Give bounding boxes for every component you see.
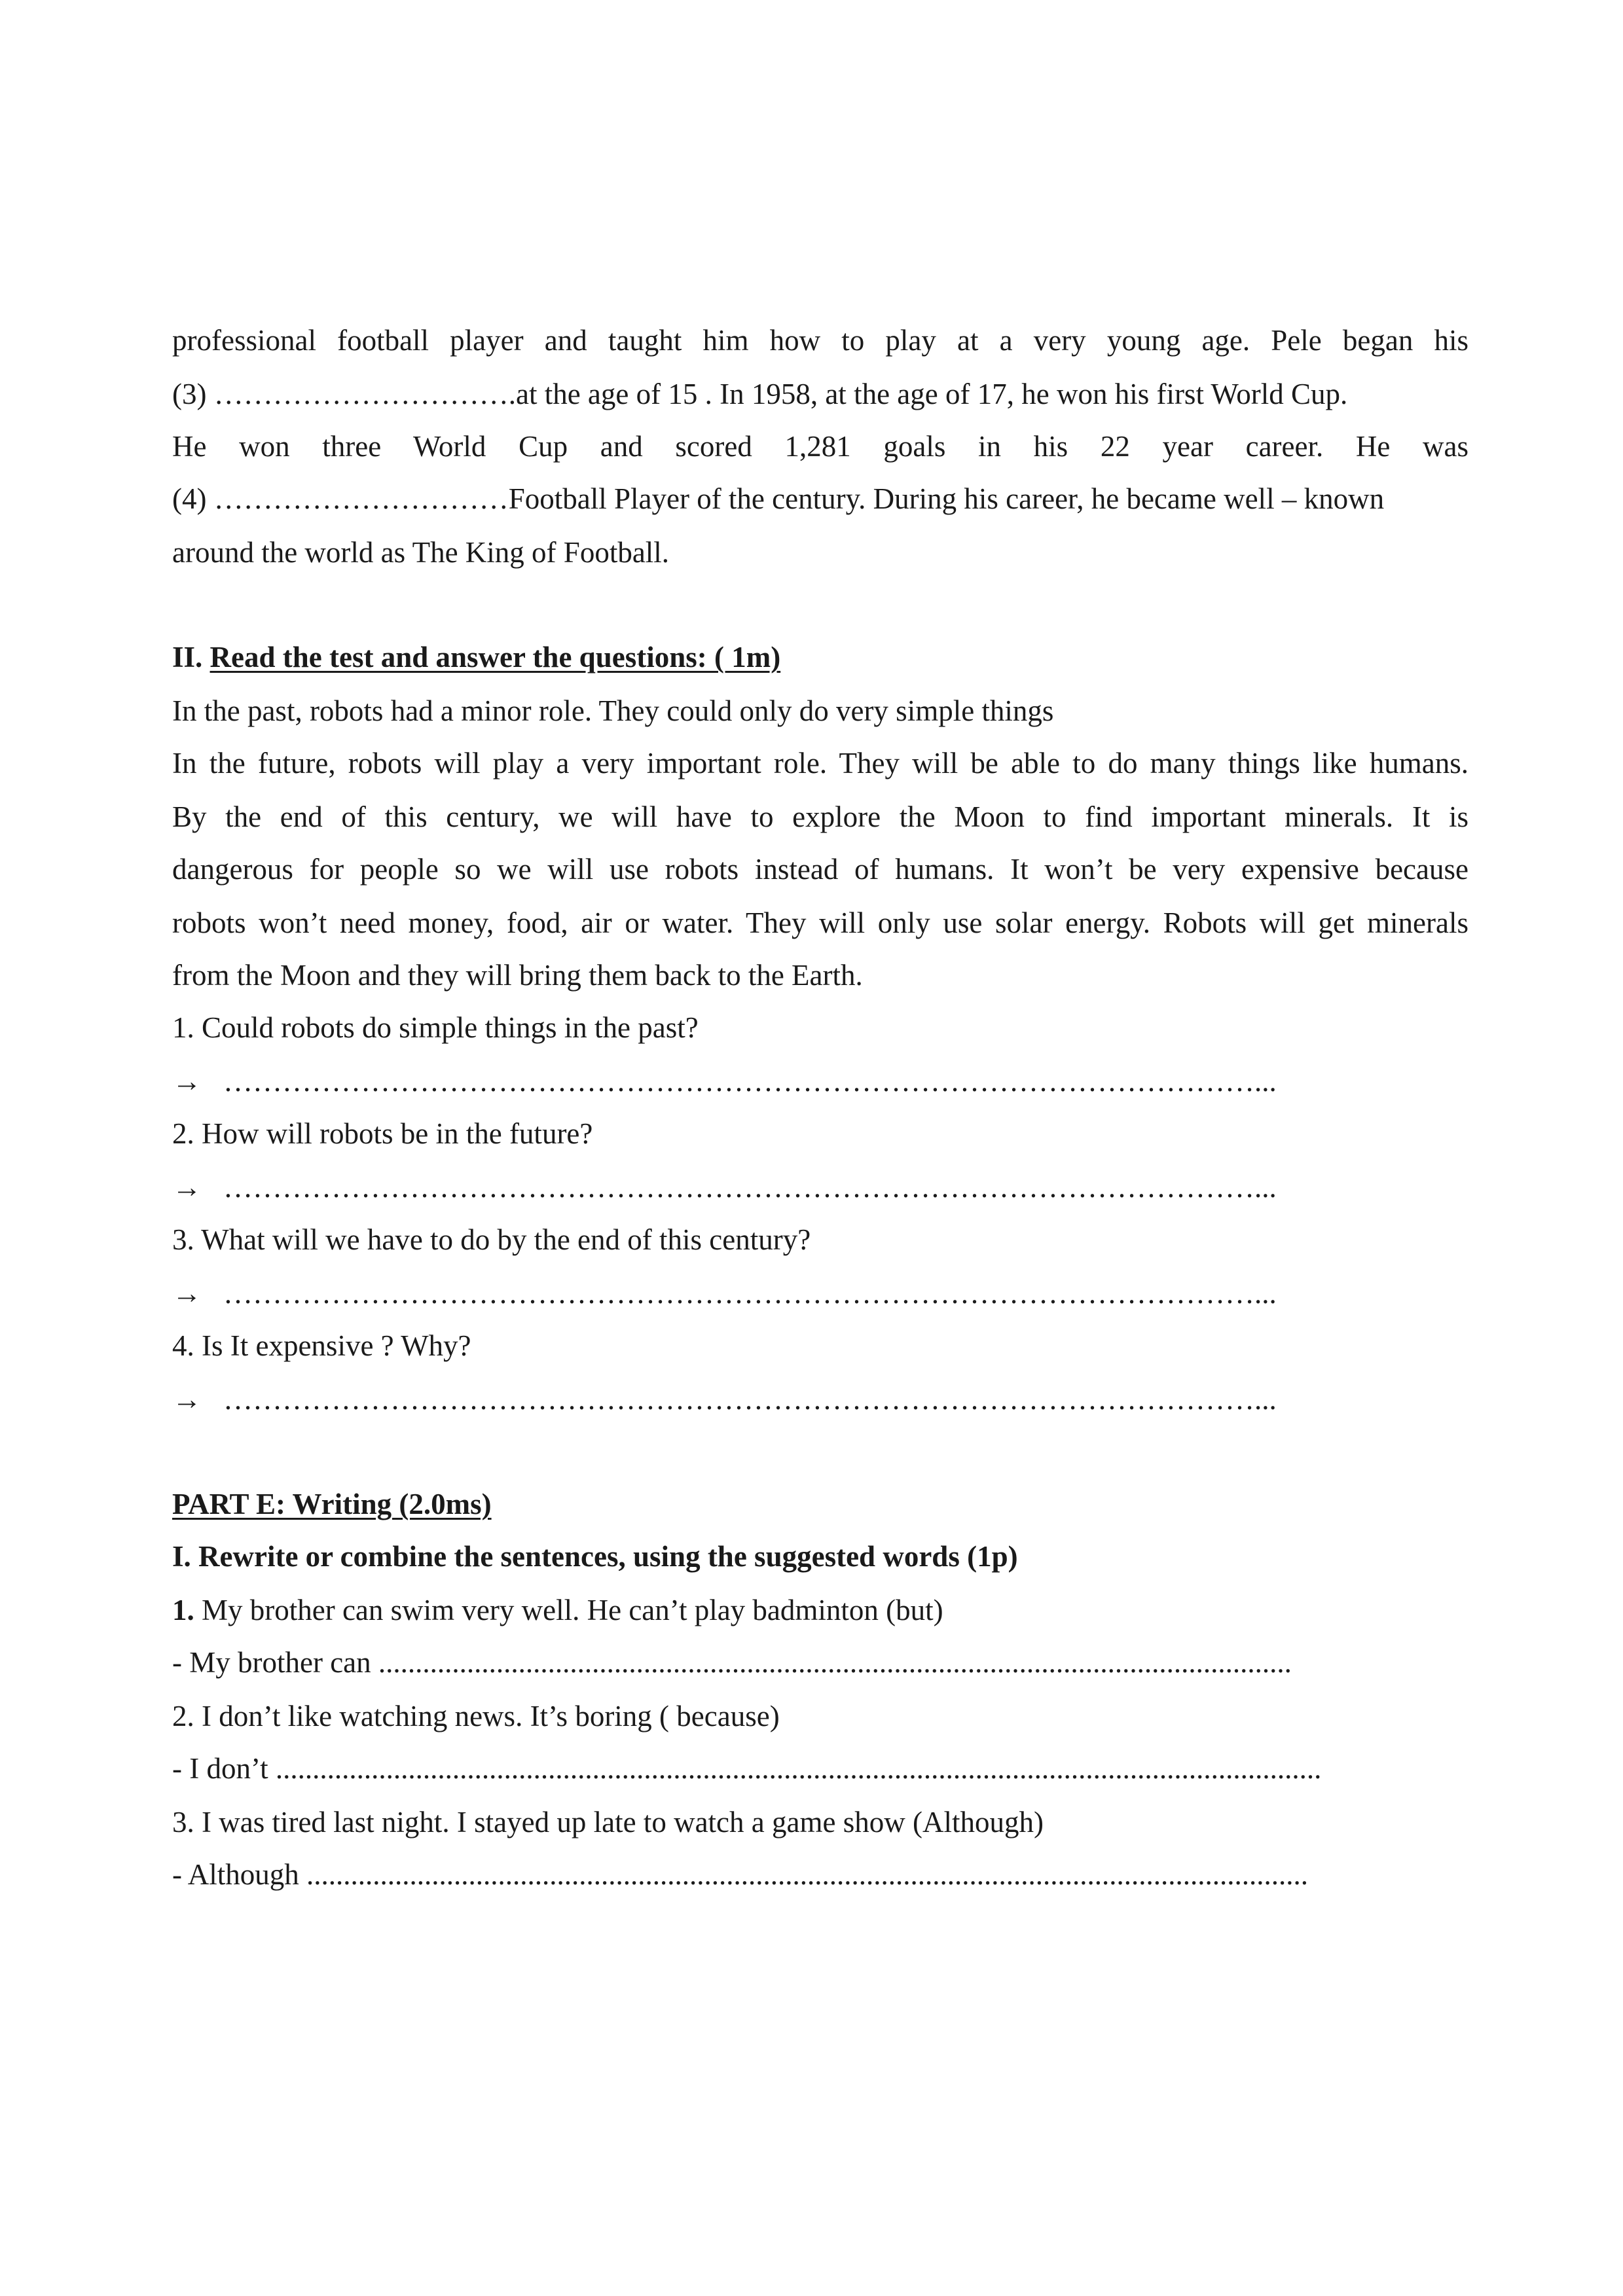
rewrite-item-3 [172, 1803, 1044, 1842]
rewrite-answer-2[interactable]: - I don’t .............................................................................................................................................. [172, 1752, 1322, 1785]
robots-passage-line-3: By the end of this century, we will have to explore the Moon to find important minerals. It is [172, 800, 1468, 833]
answer-line-1[interactable] [172, 1062, 1277, 1101]
answer-dots: ……………………………………………………………………………………………... [223, 1277, 1277, 1310]
rewrite-item-1 [172, 1590, 943, 1630]
passage-line-2: (3) ………………………….at the age of 15 . In 1958, at the age of 17, he won his first World Cup. [172, 378, 1348, 410]
robots-passage-line-6: from the Moon and they will bring them back to the Earth. [172, 959, 863, 992]
answer-line-4[interactable] [172, 1380, 1277, 1419]
rewrite-item-number: 1. [172, 1594, 194, 1626]
passage-line-5: around the world as The King of Football. [172, 536, 670, 569]
question-4: 4. Is It expensive ? Why? [172, 1329, 471, 1362]
part-e-subsection-title: I. Rewrite or combine the sentences, using the suggested words (1p) [172, 1540, 1018, 1573]
section-ii-title: Read the test and answer the questions: ( 1m) [210, 641, 781, 673]
arrow-icon: → [172, 1065, 202, 1098]
section-ii-heading [172, 637, 780, 677]
arrow-icon: → [172, 1171, 202, 1204]
answer-dots: ……………………………………………………………………………………………... [223, 1171, 1277, 1204]
question-2: 2. How will robots be in the future? [172, 1117, 593, 1150]
arrow-icon: → [172, 1277, 202, 1310]
answer-dots: ……………………………………………………………………………………………... [223, 1383, 1277, 1416]
part-e-title: PART E: Writing (2.0ms) [172, 1488, 492, 1520]
passage-line-3: He won three World Cup and scored 1,281 goals in his 22 year career. He was [172, 430, 1468, 463]
rewrite-item-number: 2. [172, 1700, 194, 1732]
rewrite-item-prompt: I was tired last night. I stayed up late to watch a game show (Although) [194, 1806, 1044, 1839]
passage-line-4: (4) …………………………Football Player of the century. During his career, he became well – known [172, 482, 1385, 515]
robots-passage-line-1: In the past, robots had a minor role. They could only do very simple things [172, 694, 1054, 727]
passage-line-1: professional football player and taught him how to play at a very young age. Pele began his [172, 324, 1468, 357]
arrow-icon: → [172, 1383, 202, 1416]
rewrite-item-prompt: I don’t like watching news. It’s boring ( because) [194, 1700, 780, 1732]
answer-dots: ……………………………………………………………………………………………... [223, 1065, 1277, 1098]
robots-passage-line-2: In the future, robots will play a very important role. They will be able to do many things like humans. [172, 747, 1468, 780]
section-ii-numeral: II. [172, 641, 203, 673]
answer-line-3[interactable] [172, 1274, 1277, 1313]
rewrite-answer-1[interactable]: - My brother can ............................................................................................................................ [172, 1646, 1292, 1679]
question-3: 3. What will we have to do by the end of this century? [172, 1223, 811, 1256]
rewrite-item-prompt: My brother can swim very well. He can’t play badminton (but) [194, 1594, 943, 1626]
rewrite-item-2 [172, 1696, 780, 1736]
rewrite-item-number: 3. [172, 1806, 194, 1839]
part-e-heading [172, 1484, 492, 1524]
robots-passage-line-4: dangerous for people so we will use robots instead of humans. It won’t be very expensive because [172, 853, 1468, 886]
answer-line-2[interactable] [172, 1168, 1277, 1207]
question-1: 1. Could robots do simple things in the past? [172, 1011, 699, 1044]
rewrite-answer-3[interactable]: - Although ........................................................................................................................................ [172, 1858, 1309, 1891]
robots-passage-line-5: robots won’t need money, food, air or water. They will only use solar energy. Robots will get minerals [172, 906, 1468, 939]
